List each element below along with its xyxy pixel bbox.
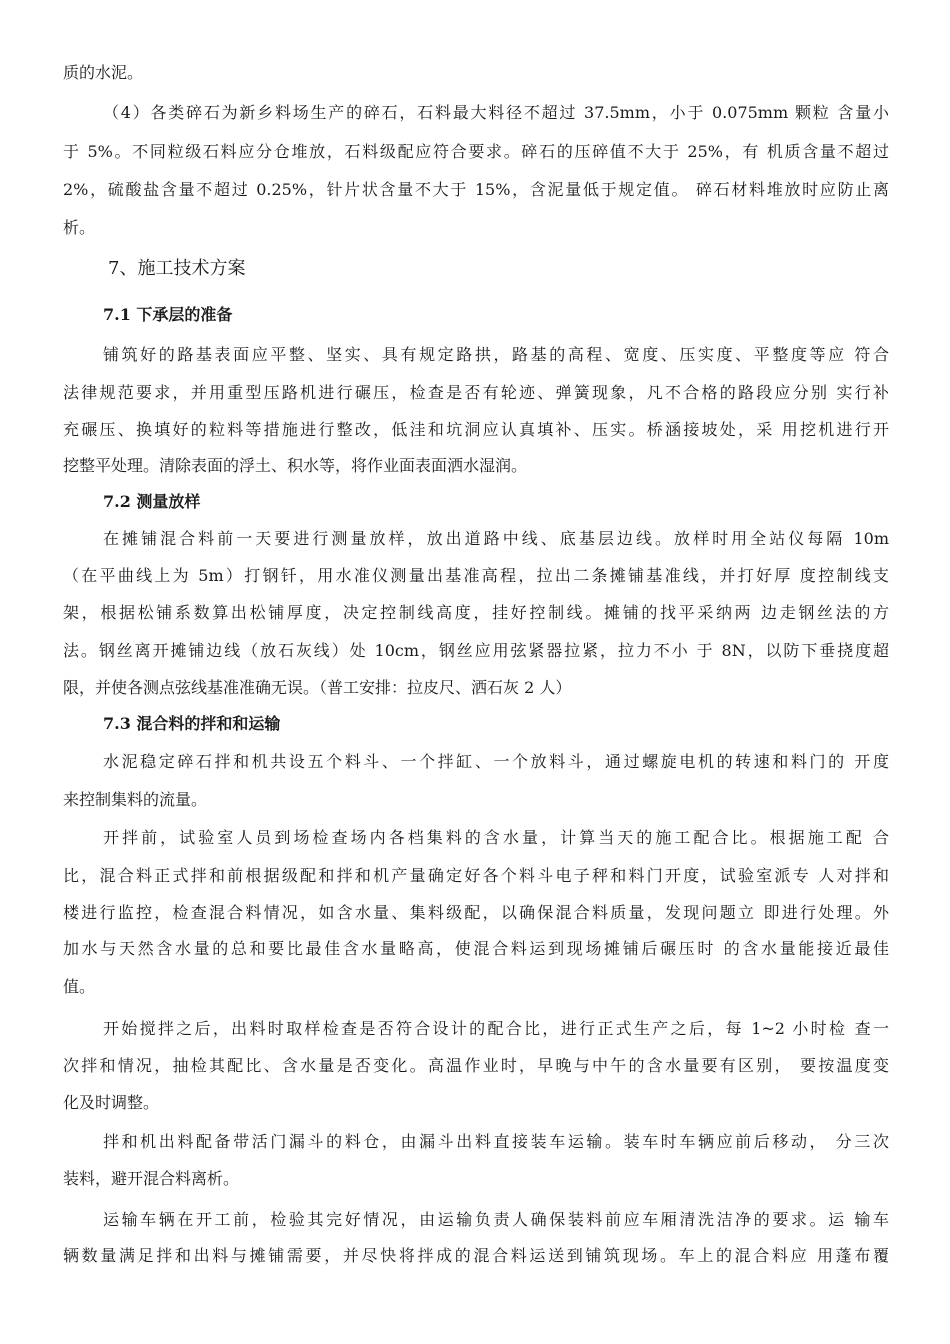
- text-line: 析。: [63, 218, 96, 237]
- subsection-heading: 7.3 混合料的拌和和运输: [103, 714, 281, 733]
- text-line: 限，并使各测点弦线基准准确无误。（普工安排：拉皮尺、洒石灰 2 人）: [63, 678, 572, 697]
- text-line: 法。钢丝离开摊铺边线（放石灰线）处 10cm，钢丝应用弦紧器拉紧，拉力不小 于 8N，以防下垂挠度超: [63, 641, 889, 660]
- text-line: 在摊铺混合料前一天要进行测量放样，放出道路中线、底基层边线。放样时用全站仪每隔 10m: [103, 529, 889, 548]
- text-line: （4）各类碎石为新乡料场生产的碎石，石料最大料径不超过 37.5mm，小于 0.075mm 颗粒 含量小: [103, 103, 889, 122]
- text-line: 开始搅拌之后，出料时取样检查是否符合设计的配合比，进行正式生产之后，每 1~2 小时检 查一: [103, 1019, 889, 1038]
- text-line: 于 5%。不同粒级石料应分仓堆放，石料级配应符合要求。碎石的压碎值不大于 25%，有 机质含量不超过: [63, 142, 889, 161]
- section-heading: 7、施工技术方案: [108, 258, 246, 279]
- text-line: 铺筑好的路基表面应平整、坚实、具有规定路拱，路基的高程、宽度、压实度、平整度等应 符合: [103, 345, 889, 364]
- text-line: 辆数量满足拌和出料与摊铺需要，并尽快将拌成的混合料运送到铺筑现场。车上的混合料应 用蓬布覆: [63, 1246, 889, 1265]
- text-line: 2%，硫酸盐含量不超过 0.25%，针片状含量不大于 15%，含泥量低于规定值。 碎石材料堆放时应防止离: [63, 180, 889, 199]
- text-line: 值。: [63, 977, 96, 996]
- text-line: 挖整平处理。清除表面的浮土、积水等，将作业面表面洒水湿润。: [63, 456, 528, 475]
- text-line: 架，根据松铺系数算出松铺厚度，决定控制线高度，挂好控制线。摊铺的找平采纳两 边走钢丝法的方: [63, 603, 889, 622]
- text-line: 开拌前，试验室人员到场检查场内各档集料的含水量，计算当天的施工配合比。根据施工配 合: [103, 828, 889, 847]
- subsection-heading: 7.1 下承层的准备: [103, 305, 233, 324]
- subsection-heading: 7.2 测量放样: [103, 492, 201, 511]
- text-line: （在平曲线上为 5m）打钢钎，用水准仪测量出基准高程，拉出二条摊铺基准线，并打好厚 度控制线支: [63, 566, 889, 585]
- text-line: 质的水泥。: [63, 63, 144, 82]
- text-line: 充碾压、换填好的粒料等措施进行整改，低洼和坑洞应认真填补、压实。桥涵接坡处，采 用挖机进行开: [63, 420, 889, 439]
- text-line: 运输车辆在开工前，检验其完好情况，由运输负责人确保装料前应车厢清洗洁净的要求。运 输车: [103, 1210, 889, 1229]
- text-line: 水泥稳定碎石拌和机共设五个料斗、一个拌缸、一个放料斗，通过螺旋电机的转速和料门的 开度: [103, 752, 889, 771]
- text-line: 次拌和情况，抽检其配比、含水量是否变化。高温作业时，早晚与中午的含水量要有区别， 要按温度变: [63, 1056, 889, 1075]
- text-line: 化及时调整。: [63, 1093, 160, 1112]
- text-line: 比，混合料正式拌和前根据级配和拌和机产量确定好各个料斗电子秤和料门开度，试验室派专 人对拌和: [63, 866, 889, 885]
- text-line: 拌和机出料配备带活门漏斗的料仓，由漏斗出料直接装车运输。装车时车辆应前后移动， 分三次: [103, 1132, 889, 1151]
- text-line: 装料，避开混合料离析。: [63, 1169, 240, 1188]
- text-line: 加水与天然含水量的总和要比最佳含水量略高，使混合料运到现场摊铺后碾压时 的含水量能接近最佳: [63, 939, 889, 958]
- text-line: 楼进行监控，检查混合料情况，如含水量、集料级配，以确保混合料质量，发现问题立 即进行处理。外: [63, 903, 889, 922]
- text-line: 法律规范要求，并用重型压路机进行碾压，检查是否有轮迹、弹簧现象，凡不合格的路段应分别 实行补: [63, 383, 889, 402]
- text-line: 来控制集料的流量。: [63, 790, 208, 809]
